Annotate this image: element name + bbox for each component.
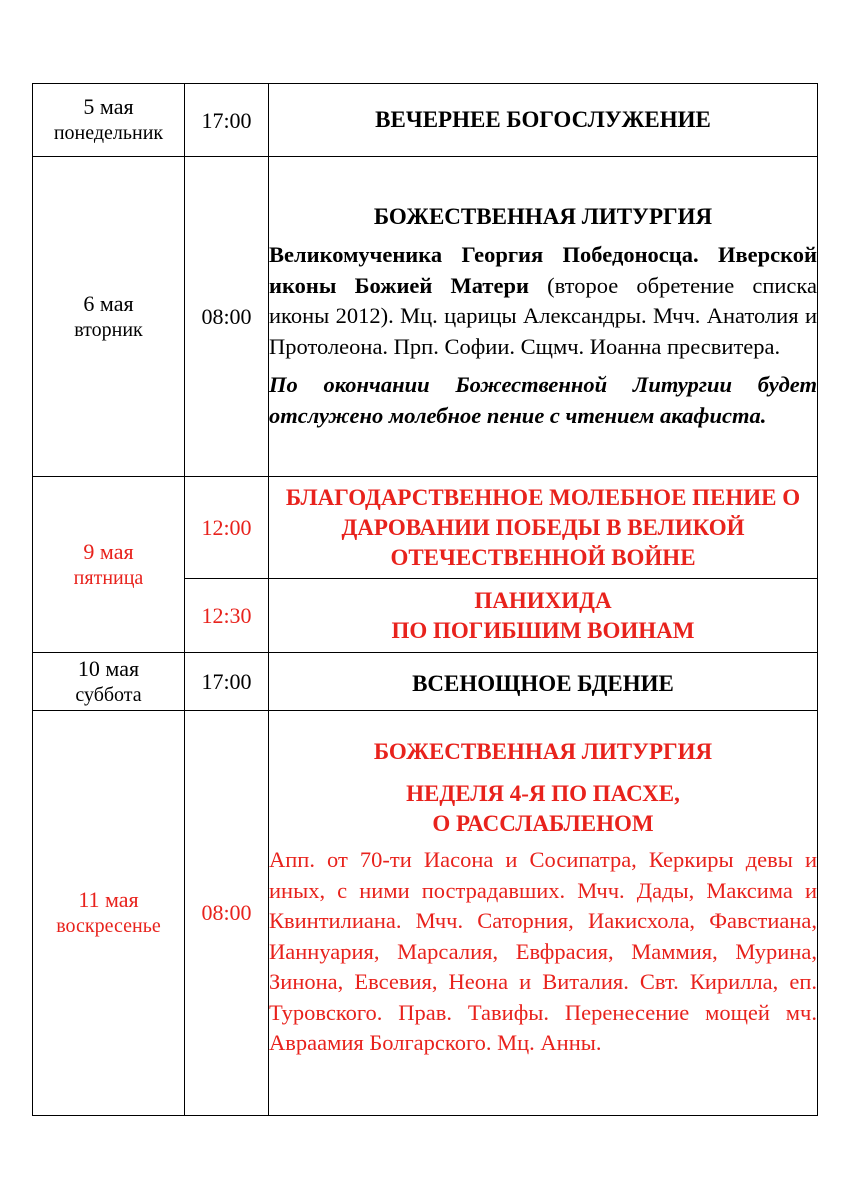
event-cell bbox=[269, 579, 818, 653]
service-title: БОЖЕСТВЕННАЯ ЛИТУРГИЯ bbox=[373, 739, 713, 764]
service-title: ВСЕНОЩНОЕ БДЕНИЕ bbox=[412, 670, 674, 696]
event-cell bbox=[269, 653, 818, 711]
event-cell bbox=[269, 84, 818, 157]
schedule-row-may-5 bbox=[33, 84, 818, 157]
time-cell: 08:00 bbox=[185, 157, 269, 477]
service-title: БОЖЕСТВЕННАЯ ЛИТУРГИЯ bbox=[373, 204, 713, 229]
date: 5 мая bbox=[83, 94, 134, 119]
time-cell: 08:00 bbox=[185, 711, 269, 1116]
schedule-row-may-9-a bbox=[33, 477, 818, 579]
event-cell bbox=[269, 477, 818, 579]
date: 10 мая bbox=[77, 655, 140, 681]
date-cell bbox=[33, 711, 185, 1116]
service-title-line2: ПО ПОГИБШИМ ВОИНАМ bbox=[391, 617, 695, 643]
schedule-row-may-11 bbox=[33, 711, 818, 1116]
date-cell bbox=[33, 84, 185, 157]
date: 9 мая bbox=[83, 538, 134, 564]
weekday: вторник bbox=[74, 318, 143, 341]
time-cell: 17:00 bbox=[185, 653, 269, 711]
date: 6 мая bbox=[83, 290, 134, 316]
date-cell bbox=[33, 653, 185, 711]
sunday-title-line2: О РАССЛАБЛЕНОМ bbox=[432, 811, 654, 836]
service-title-line1: ПАНИХИДА bbox=[474, 587, 612, 613]
weekday: суббота bbox=[75, 683, 142, 706]
schedule-row-may-6 bbox=[33, 157, 818, 477]
sunday-title-line1: НЕДЕЛЯ 4-Я ПО ПАСХЕ, bbox=[406, 781, 680, 806]
schedule-table bbox=[32, 83, 818, 1116]
saints-commemoration bbox=[269, 240, 817, 362]
service-note: По окончании Божественной Литургии будет отслужено молебное пение с чтением акафиста. bbox=[269, 372, 817, 428]
saints-commemoration: Апп. от 70-ти Иасона и Сосипатра, Керкиры девы и иных, с ними пострадавших. Мчч. Дады, Максима и Квинтилиана. Мчч. Саторния, Иакисхола, Фавстиана, Ианнуария, Марсалия, Евфрасия, Маммия, Мурина, Зинона, Евсевия, Неона и Виталия. Свт. Кирилла, еп. Туровского. Прав. Тавифы. Перенесение мощей мч. Авраамия Болгарского. Мц. Анны. bbox=[269, 847, 817, 1055]
date: 11 мая bbox=[78, 887, 139, 912]
event-cell bbox=[269, 711, 818, 1116]
time-cell: 12:30 bbox=[185, 579, 269, 653]
weekday: понедельник bbox=[53, 122, 164, 144]
event-cell bbox=[269, 157, 818, 477]
service-title: ВЕЧЕРНЕЕ БОГОСЛУЖЕНИЕ bbox=[375, 107, 711, 132]
weekday: воскресенье bbox=[56, 915, 161, 937]
time-cell: 12:00 bbox=[185, 477, 269, 579]
date-cell bbox=[33, 157, 185, 477]
schedule-row-may-10 bbox=[33, 653, 818, 711]
saints-rest: (второе обретение списка иконы 2012). Мц. царицы Александры. Мчч. Анатолия и Протолеона. Прп. Софии. Сщмч. Иоанна пресвитера. bbox=[269, 272, 817, 359]
service-title: БЛАГОДАРСТВЕННОЕ МОЛЕБНОЕ ПЕНИЕ О ДАРОВАНИИ ПОБЕДЫ В ВЕЛИКОЙ ОТЕЧЕСТВЕННОЙ ВОЙНЕ bbox=[285, 484, 801, 570]
saints-bold: Великомученика Георгия Победоносца. Иверской иконы Божией Матери bbox=[269, 242, 817, 298]
weekday: пятница bbox=[73, 566, 144, 589]
time-cell: 17:00 bbox=[185, 84, 269, 157]
date-cell bbox=[33, 477, 185, 653]
